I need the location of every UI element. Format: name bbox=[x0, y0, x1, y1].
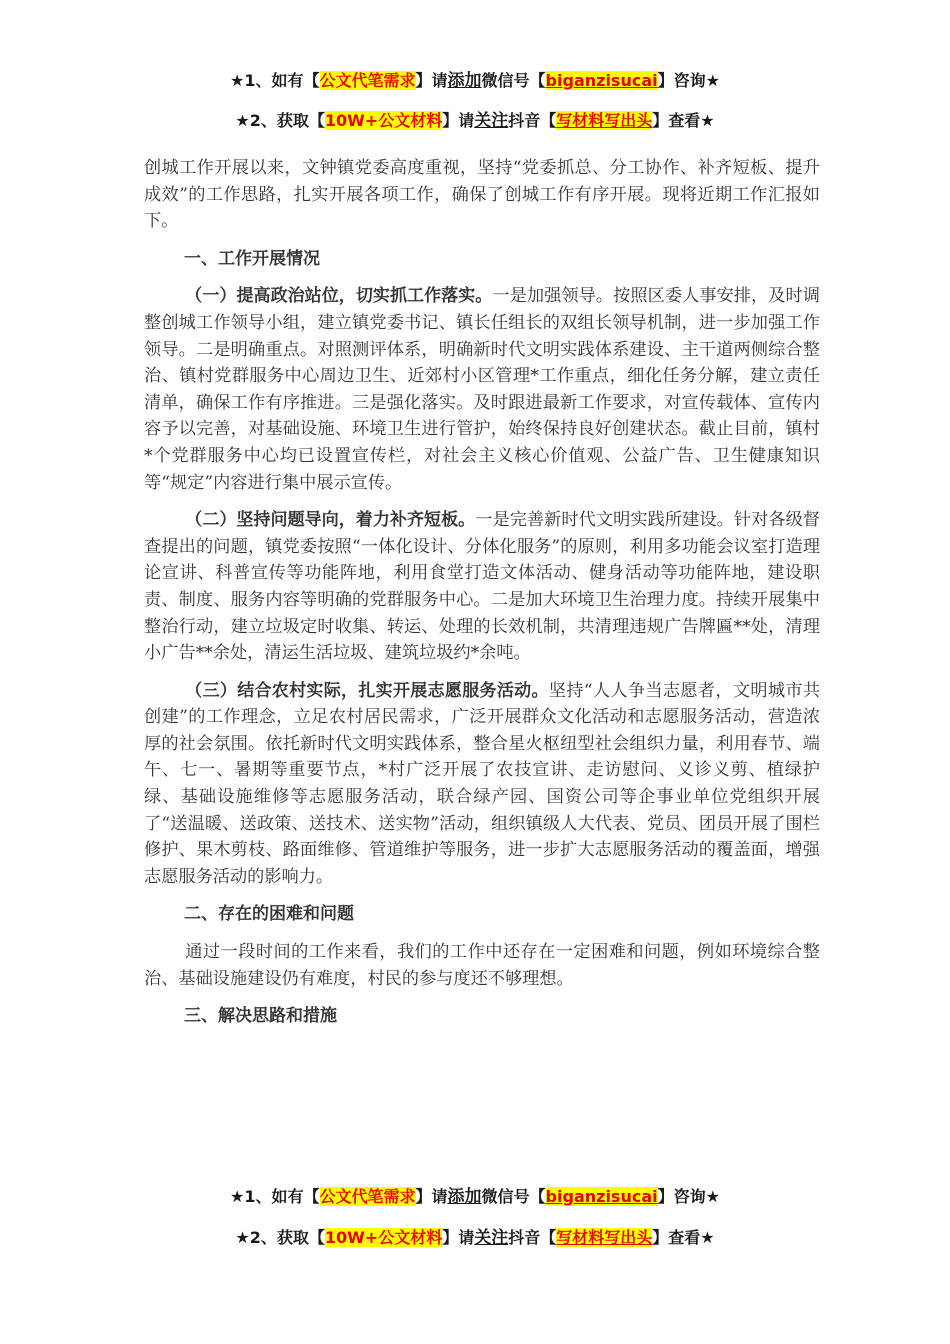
banner-text: ★1、如有【 bbox=[230, 71, 320, 90]
banner-underline: 添加 bbox=[447, 1187, 482, 1207]
subsection-1-title: （一）提高政治站位，切实抓工作落实。 bbox=[185, 286, 493, 307]
banner-text: 微信号【 bbox=[481, 71, 546, 90]
subsection-3-title: （三）结合农村实际，扎实开展志愿服务活动。 bbox=[185, 680, 549, 701]
banner-text: 】请 bbox=[442, 111, 475, 130]
subsection-1-text: 一是加强领导。按照区委人事安排，及时调整创城工作领导小组，建立镇党委书记、镇长任组长的双组长领导机制，进一步加强工作领导。二是明确重点。对照测评体系，明确新时代文明实践体系建设、主干道两侧综合整治、镇村党群服务中心周边卫生、近郊村小区管理*工作重点，细化任务分解，建立责任清单，确保工作有序推进。三是强化落实。及时跟进最新工作要求，对宣传载体、宣传内容予以完善，对基础设施、环境卫生进行管护，始终保持良好创建状态。截止目前，镇村*个党群服务中心均已设置宣传栏，对社会主义核心价值观、公益广告、卫生健康知识等“规定”内容进行集中展示宣传。 bbox=[144, 286, 820, 493]
douyin-id[interactable]: 写材料写出头 bbox=[556, 111, 653, 130]
banner-text: 抖音【 bbox=[508, 111, 557, 130]
subsection-1 bbox=[144, 283, 820, 496]
banner-underline: 关注 bbox=[474, 1228, 509, 1248]
banner-text: 】查看★ bbox=[652, 1228, 715, 1247]
promo-banner-top-line2 bbox=[0, 110, 950, 132]
promo-banner-bottom-line2 bbox=[0, 1227, 950, 1249]
banner-text: 】请 bbox=[415, 71, 448, 90]
banner-highlight: 公文代笔需求 bbox=[319, 71, 416, 90]
banner-text: ★2、获取【 bbox=[235, 1228, 325, 1247]
banner-underline: 关注 bbox=[474, 111, 509, 131]
wechat-id[interactable]: biganzisucai bbox=[545, 71, 658, 90]
douyin-id[interactable]: 写材料写出头 bbox=[556, 1228, 653, 1247]
section-heading-1: 一、工作开展情况 bbox=[184, 248, 320, 269]
banner-underline: 添加 bbox=[447, 71, 482, 91]
section-heading-3: 三、解决思路和措施 bbox=[184, 1006, 337, 1027]
banner-text: ★2、获取【 bbox=[235, 111, 325, 130]
banner-highlight: 10W+公文材料 bbox=[324, 111, 443, 130]
banner-text: 】查看★ bbox=[652, 111, 715, 130]
intro-paragraph: 创城工作开展以来，文钟镇党委高度重视，坚持“党委抓总、分工协作、补齐短板、提升成效”的工作思路，扎实开展各项工作，确保了创城工作有序开展。现将近期工作汇报如下。 bbox=[144, 158, 820, 232]
banner-text: 抖音【 bbox=[508, 1228, 557, 1247]
subsection-3 bbox=[144, 678, 820, 891]
banner-text: 】请 bbox=[415, 1187, 448, 1206]
banner-text: 】咨询★ bbox=[657, 1187, 720, 1206]
wechat-id[interactable]: biganzisucai bbox=[545, 1187, 658, 1206]
subsection-2-title: （二）坚持问题导向，着力补齐短板。 bbox=[185, 510, 476, 531]
banner-text: 】咨询★ bbox=[657, 71, 720, 90]
section-heading-2: 二、存在的困难和问题 bbox=[184, 904, 354, 925]
banner-highlight: 10W+公文材料 bbox=[324, 1228, 443, 1247]
promo-banner-bottom-line1 bbox=[0, 1186, 950, 1208]
banner-text: 微信号【 bbox=[481, 1187, 546, 1206]
promo-banner-top-line1 bbox=[0, 70, 950, 92]
banner-text: 】请 bbox=[442, 1228, 475, 1247]
banner-text: ★1、如有【 bbox=[230, 1187, 320, 1206]
subsection-2 bbox=[144, 507, 820, 667]
banner-highlight: 公文代笔需求 bbox=[319, 1187, 416, 1206]
subsection-2-text: 一是完善新时代文明实践所建设。针对各级督查提出的问题，镇党委按照“一体化设计、分体化服务”的原则，利用多功能会议室打造理论宣讲、科普宣传等功能阵地，利用食堂打造文体活动、健身活动等功能阵地，建设职责、制度、服务内容等明确的党群服务中心。二是加大环境卫生治理力度。持续开展集中整治行动，建立垃圾定时收集、转运、处理的长效机制，共清理违规广告牌匾**处，清理小广告**余处，清运生活垃圾、建筑垃圾约*余吨。 bbox=[144, 510, 820, 664]
problems-paragraph: 通过一段时间的工作来看，我们的工作中还存在一定困难和问题，例如环境综合整治、基础设施建设仍有难度，村民的参与度还不够理想。 bbox=[144, 942, 820, 989]
subsection-3-text: 坚持“人人争当志愿者，文明城市共创建”的工作理念，立足农村居民需求，广泛开展群众文化活动和志愿服务活动，营造浓厚的社会氛围。依托新时代文明实践体系，整合星火枢纽型社会组织力量，利用春节、端午、七一、暑期等重要节点，*村广泛开展了农技宣讲、走访慰问、义诊义剪、植绿护绿、基础设施维修等志愿服务活动，联合绿产园、国资公司等企事业单位党组织开展了“送温暖、送政策、送技术、送实物”活动，组织镇级人大代表、党员、团员开展了围栏修护、果木剪枝、路面维修、管道维护等服务，进一步扩大志愿服务活动的覆盖面，增强志愿服务活动的影响力。 bbox=[144, 680, 821, 887]
document-body bbox=[144, 155, 820, 1041]
